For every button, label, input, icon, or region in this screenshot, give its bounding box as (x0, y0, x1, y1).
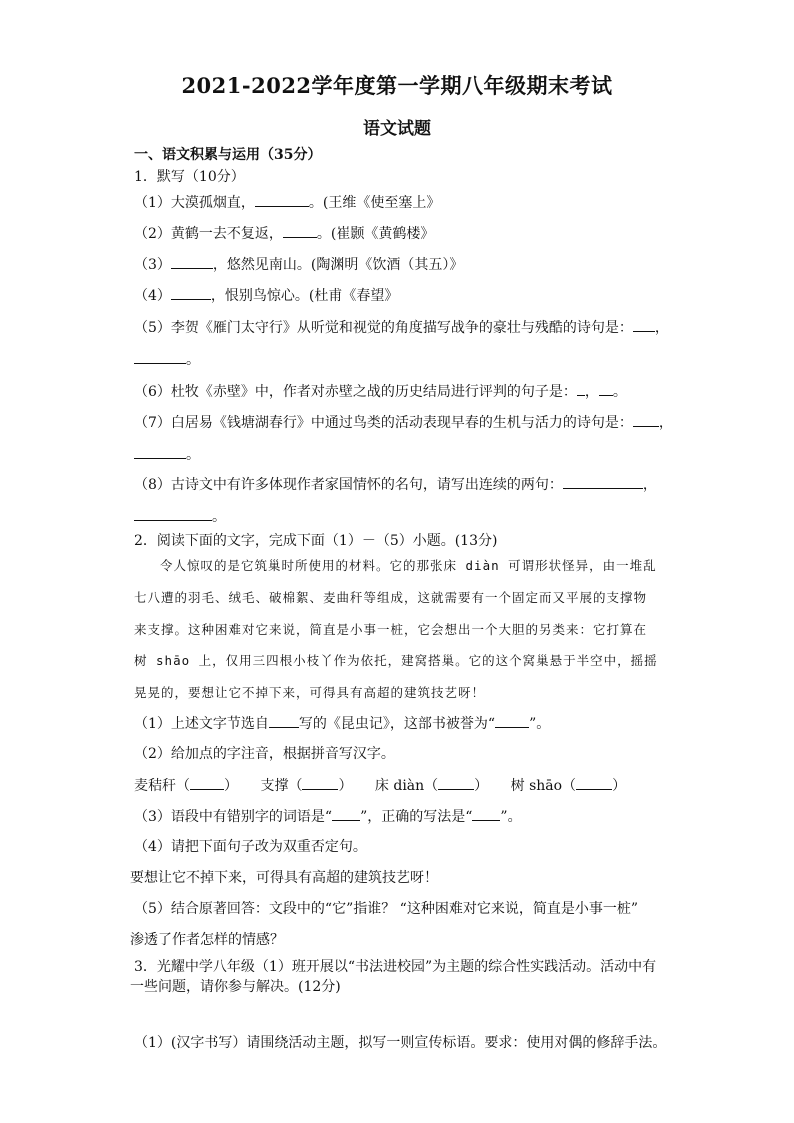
q2-sub-1-end: ”。 (529, 716, 551, 732)
q1-item-8-comma: ， (642, 477, 657, 493)
q3-title: 3．光耀中学八年级（1）班开展以“书法进校园”为主题的综合性实践活动。活动中有 (134, 959, 657, 975)
q1-item-4 (134, 286, 398, 305)
q1-item-6-text: （6）杜牧《赤壁》中，作者对赤壁之战的历史结局进行评判的句子是： (134, 384, 577, 400)
q1-item-8-text: （8）古诗文中有许多体现作者家国情怀的名句，请写出连续的两句： (134, 477, 563, 493)
q2-sub-1 (134, 714, 550, 733)
passage-line: 来支撑。这种困难对它来说，简直是小事一桩，它会想出一个大胆的另类来：它打算在 (134, 622, 648, 637)
q1-item-1 (134, 193, 440, 212)
answer-blank[interactable] (255, 193, 309, 207)
q1-item-7-text: （7）白居易《钱塘湖春行》中通过鸟类的活动表现早春的生机与活力的诗句是： (134, 415, 633, 431)
pinyin-item-label: 支撑（ (260, 778, 303, 794)
q1-item-6-end: 。 (612, 384, 627, 400)
q1-item-5-text: （5）李贺《雁门太守行》从听觉和视觉的角度描写战争的豪壮与残酷的诗句是： (134, 320, 633, 336)
q1-title: 1．默写（10分） (134, 169, 245, 185)
q1-item-8-end: 。 (212, 509, 226, 525)
q1-item-5-cont (134, 350, 200, 369)
q2-title: 2．阅读下面的文字，完成下面（1）－（5）小题。(13分) (134, 533, 498, 549)
q2-sub-3-mid: ”，正确的写法是“ (360, 809, 473, 825)
q1-item-4-text: （4） (134, 288, 171, 304)
q1-item-2-text: （2）黄鹤一去不复返， (134, 226, 283, 242)
q1-item-2 (134, 224, 434, 243)
answer-blank[interactable] (599, 382, 613, 396)
answer-blank[interactable] (269, 714, 299, 728)
q1-item-3-source: ，悠然见南山。(陶渊明《饮酒（其五）》 (212, 257, 464, 273)
answer-blank[interactable] (134, 507, 212, 521)
passage-line: 七八遭的羽毛、绒毛、破棉絮、麦曲秆等组成，这就需要有一个固定而又平展的支撑物 (134, 590, 648, 605)
q2-sub-4: （4）请把下面句子改为双重否定句。 (134, 839, 367, 855)
q1-item-1-source: 。(王维《使至塞上》 (308, 195, 441, 211)
pinyin-item-close: ） (338, 778, 353, 794)
q2-sub-3-text: （3）语段中有错别字的词语是“ (134, 809, 333, 825)
q1-item-7 (134, 413, 673, 432)
answer-blank[interactable] (633, 413, 659, 427)
section-heading: 一、语文积累与运用（35分） (134, 147, 322, 163)
answer-blank[interactable] (171, 286, 211, 300)
q1-item-3-text: （3） (134, 257, 171, 273)
q2-sub-1-mid: 写的《昆虫记》，这部书被誉为“ (298, 716, 496, 732)
q2-sub-1-text: （1）上述文字节选自 (134, 716, 269, 732)
exam-subtitle: 语文试题 (363, 119, 431, 139)
q1-item-5 (134, 318, 669, 337)
answer-blank[interactable] (563, 475, 643, 489)
q1-item-5-end: 。 (186, 352, 200, 368)
answer-blank[interactable] (332, 807, 360, 821)
exam-title: 2021-2022学年度第一学期八年级期末考试 (181, 73, 613, 98)
answer-blank[interactable] (302, 776, 338, 790)
pinyin-item-close: ） (224, 778, 238, 794)
answer-blank[interactable] (283, 224, 317, 238)
answer-blank[interactable] (438, 776, 474, 790)
answer-blank[interactable] (134, 445, 186, 459)
answer-blank[interactable] (576, 776, 612, 790)
q2-sub-2-items (134, 776, 626, 795)
q2-sub-3 (134, 807, 522, 826)
q1-item-1-text: （1）大漠孤烟直， (134, 195, 255, 211)
pinyin-item-label: 树 shāo（ (510, 778, 577, 794)
q1-item-7-end: 。 (186, 447, 200, 463)
q3-title-cont: 一些问题，请你参与解决。(12分) (130, 979, 341, 995)
q1-item-2-source: 。(崔颢《黄鹤楼》 (316, 226, 435, 242)
answer-blank[interactable] (495, 714, 529, 728)
q2-sub-2: （2）给加点的字注音，根据拼音写汉字。 (134, 746, 395, 762)
answer-blank[interactable] (171, 255, 213, 269)
q1-item-6-comma: ， (584, 384, 599, 400)
q1-item-7-comma: ， (658, 415, 673, 431)
q2-sub-4-sentence: 要想让它不掉下来，可得具有高超的建筑技艺呀！ (130, 870, 438, 886)
answer-blank[interactable] (472, 807, 500, 821)
q1-item-8-cont (134, 507, 226, 526)
q1-item-8 (134, 475, 657, 494)
passage-line: 晃晃的，要想让它不掉下来，可得具有高超的建筑技艺呀！ (134, 685, 486, 700)
pinyin-item-close: ） (474, 778, 489, 794)
q1-item-7-cont (134, 445, 200, 464)
q3-sub-1: （1）(汉字书写）请围绕活动主题，拟写一则宣传标语。要求：使用对偶的修辞手法。 (134, 1035, 667, 1051)
passage-line: 令人惊叹的是它筑巢时所使用的材料。它的那张床 diàn 可谓形状怪异，由一堆乱 (160, 558, 657, 573)
answer-blank[interactable] (134, 350, 186, 364)
pinyin-item-close: ） (612, 778, 627, 794)
q1-item-5-comma: ， (654, 320, 669, 336)
q2-sub-5-cont: 渗透了作者怎样的情感？ (130, 932, 284, 948)
q2-sub-3-end: ”。 (500, 809, 522, 825)
passage-line: 树 shāo 上，仅用三四根小枝丫作为依托，建窝搭巢。它的这个窝巢悬于半空中，摇摇 (134, 653, 658, 668)
answer-blank[interactable] (577, 382, 585, 396)
pinyin-item-label: 麦秸秆（ (134, 778, 190, 794)
answer-blank[interactable] (190, 776, 224, 790)
pinyin-item-label: 床 diàn（ (374, 778, 439, 794)
q1-item-3 (134, 255, 463, 274)
answer-blank[interactable] (633, 318, 655, 332)
q1-item-6 (134, 382, 627, 401)
q1-item-4-source: ，恨别鸟惊心。(杜甫《春望》 (210, 288, 399, 304)
q2-sub-5: （5）结合原著回答：文段中的“它”指谁？ “这种困难对它来说，简直是小事一桩” (134, 901, 638, 917)
